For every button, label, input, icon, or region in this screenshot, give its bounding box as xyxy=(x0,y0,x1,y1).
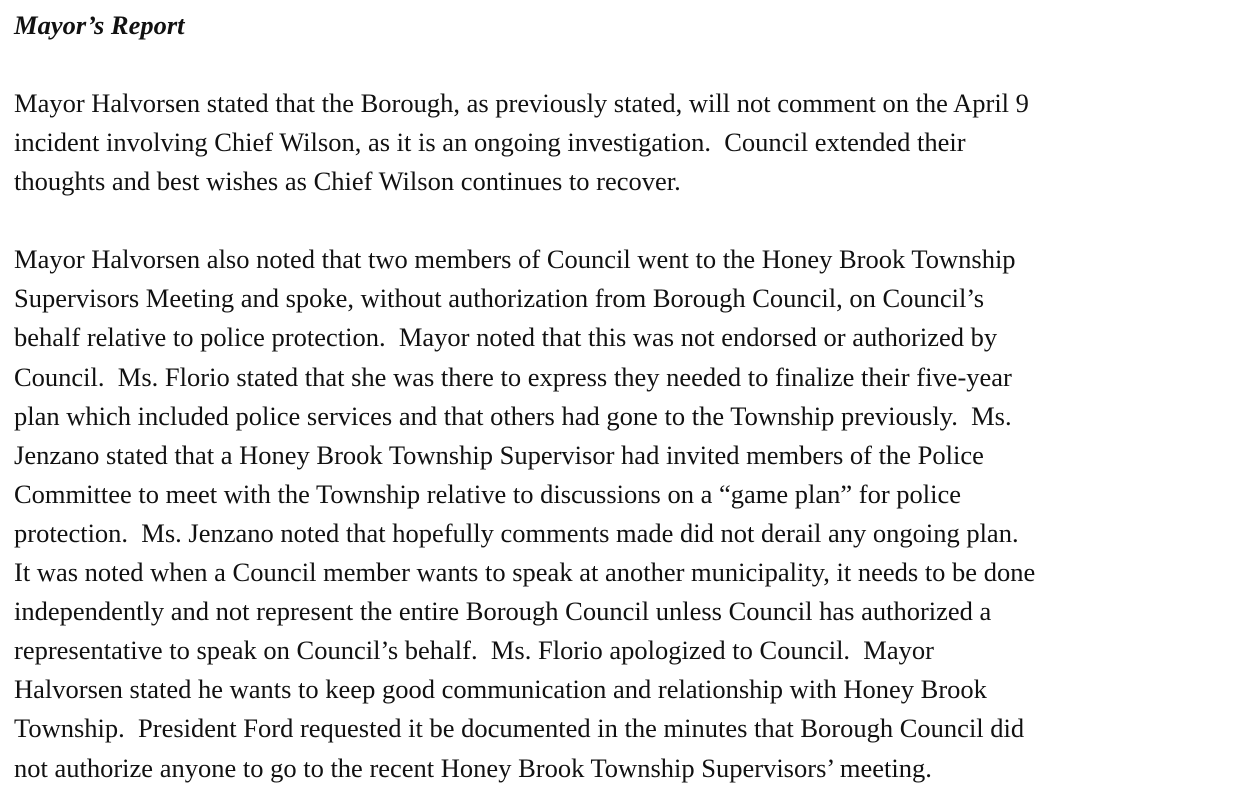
section-heading: Mayor’s Report xyxy=(14,10,185,40)
text-line: Supervisors Meeting and spoke, without authorization from Borough Council, on Council’s xyxy=(14,283,985,314)
text-line: Mayor Halvorsen also noted that two members of Council went to the Honey Brook Township xyxy=(14,244,1016,275)
text-line: representative to speak on Council’s behalf. Ms. Florio apologized to Council. Mayor xyxy=(14,635,934,666)
text-line: independently and not represent the entire Borough Council unless Council has authorized a xyxy=(14,596,992,627)
paragraph-council-authorization xyxy=(14,240,1236,787)
text-line: Committee to meet with the Township relative to discussions on a “game plan” for police xyxy=(14,478,962,509)
text-line: behalf relative to police protection. Mayor noted that this was not endorsed or authorized by xyxy=(14,322,998,353)
text-line: It was noted when a Council member wants to speak at another municipality, it needs to be done xyxy=(14,557,1036,588)
spacer xyxy=(14,201,1236,240)
text-line: incident involving Chief Wilson, as it is an ongoing investigation. Council extended their xyxy=(14,127,966,158)
text-line: Jenzano stated that a Honey Brook Township Supervisor had invited members of the Police xyxy=(14,439,984,470)
text-line: Mayor Halvorsen stated that the Borough, as previously stated, will not comment on the April 9 xyxy=(14,88,1029,118)
spacer xyxy=(14,45,1236,84)
text-line: plan which included police services and that others had gone to the Township previously. Ms. xyxy=(14,400,1012,431)
text-line: not authorize anyone to go to the recent Honey Brook Township Supervisors’ meeting. xyxy=(14,752,932,783)
text-line: thoughts and best wishes as Chief Wilson continues to recover. xyxy=(14,166,681,197)
text-line: Halvorsen stated he wants to keep good communication and relationship with Honey Brook xyxy=(14,674,987,705)
text-line: Council. Ms. Florio stated that she was there to express they needed to finalize their five-year xyxy=(14,361,1012,392)
paragraph-halvorsen-statement xyxy=(14,84,1236,201)
text-line: protection. Ms. Jenzano noted that hopefully comments made did not derail any ongoing plan. xyxy=(14,517,1019,548)
text-line: Township. President Ford requested it be documented in the minutes that Borough Council did xyxy=(14,713,1025,744)
document-page xyxy=(14,6,1236,788)
